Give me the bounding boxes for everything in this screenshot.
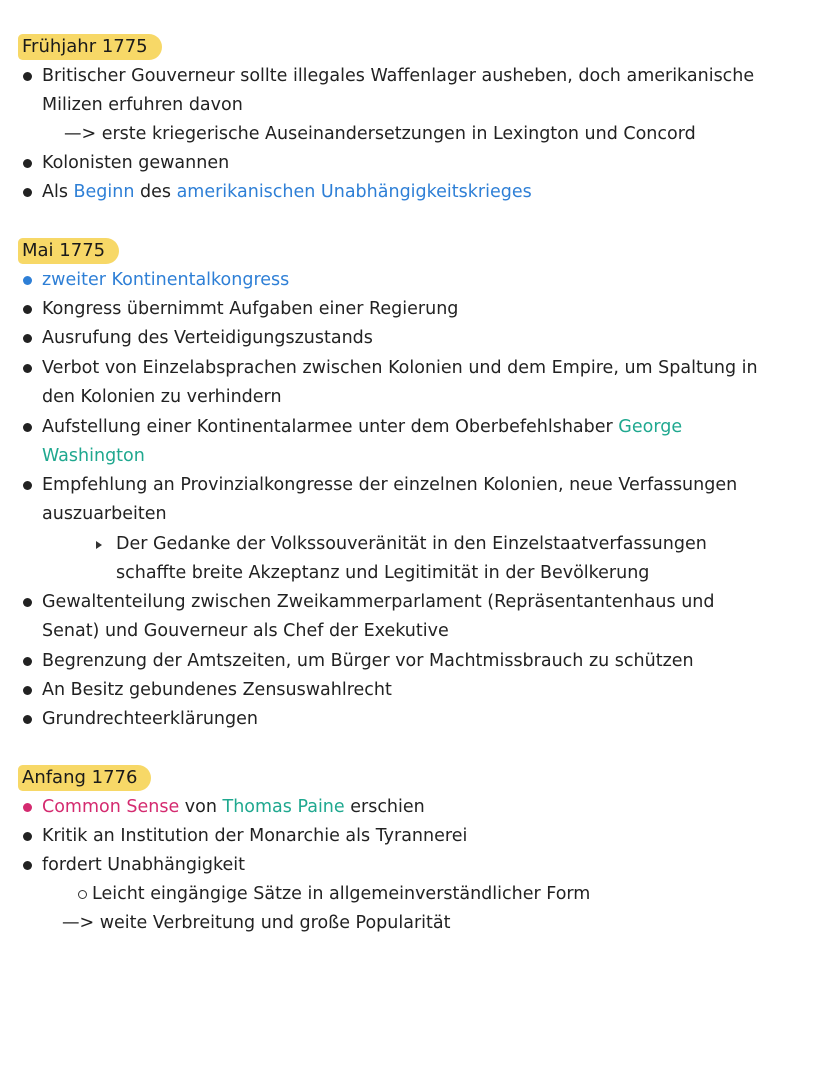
bullet-dot bbox=[23, 423, 32, 432]
bullet-dot bbox=[23, 715, 32, 724]
text-segment: Aufstellung einer Kontinentalarmee unter dem Oberbefehlshaber bbox=[42, 417, 619, 437]
bullet-text: Kongress übernimmt Aufgaben einer Regierung bbox=[42, 299, 459, 319]
section-heading: Frühjahr 1775 bbox=[18, 34, 162, 60]
bullet-dot bbox=[23, 686, 32, 695]
arrow-note: —> erste kriegerische Auseinandersetzungen in Lexington und Concord bbox=[64, 124, 696, 144]
bullet-dot bbox=[23, 72, 32, 81]
bullet-dot bbox=[23, 159, 32, 168]
bullet-text-continued: Senat) und Gouverneur als Chef der Exekutive bbox=[42, 621, 449, 641]
bullet-text bbox=[42, 178, 532, 207]
bullet-text: An Besitz gebundenes Zensuswahlrecht bbox=[42, 680, 392, 700]
triangle-bullet-icon bbox=[96, 541, 102, 549]
keyword-unabhaengigkeitskrieg: amerikanischen Unabhängigkeitskrieges bbox=[176, 182, 532, 202]
bullet-text: Kolonisten gewannen bbox=[42, 153, 230, 173]
bullet-text bbox=[42, 413, 682, 442]
bullet-dot bbox=[23, 598, 32, 607]
circle-bullet-icon bbox=[78, 890, 87, 899]
bullet-text: Kritik an Institution der Monarchie als Tyrannerei bbox=[42, 826, 468, 846]
bullet-text: Ausrufung des Verteidigungszustands bbox=[42, 328, 373, 348]
sub-bullet-text: Leicht eingängige Sätze in allgemeinverständlicher Form bbox=[92, 884, 591, 904]
sub-bullet-text-continued: schaffte breite Akzeptanz und Legitimität in der Bevölkerung bbox=[116, 563, 650, 583]
bullet-dot bbox=[23, 861, 32, 870]
section-heading: Mai 1775 bbox=[18, 238, 119, 264]
bullet-text: Empfehlung an Provinzialkongresse der einzelnen Kolonien, neue Verfassungen bbox=[42, 475, 738, 495]
sub-bullet-text: Der Gedanke der Volkssouveränität in den Einzelstaatverfassungen bbox=[116, 534, 707, 554]
title-common-sense: Common Sense bbox=[42, 797, 180, 817]
section-heading: Anfang 1776 bbox=[18, 765, 151, 791]
name-thomas-paine: Thomas Paine bbox=[222, 797, 345, 817]
bullet-text-continued: auszuarbeiten bbox=[42, 504, 167, 524]
bullet-text: zweiter Kontinentalkongress bbox=[42, 270, 290, 290]
name-washington: Washington bbox=[42, 446, 145, 466]
bullet-dot-blue bbox=[23, 276, 32, 285]
bullet-text-continued: den Kolonien zu verhindern bbox=[42, 387, 282, 407]
bullet-text: Begrenzung der Amtszeiten, um Bürger vor Machtmissbrauch zu schützen bbox=[42, 651, 694, 671]
bullet-dot-pink bbox=[23, 803, 32, 812]
bullet-dot bbox=[23, 334, 32, 343]
keyword-beginn: Beginn bbox=[73, 182, 135, 202]
name-george: George bbox=[618, 417, 683, 437]
bullet-text: Grundrechteerklärungen bbox=[42, 709, 258, 729]
bullet-dot bbox=[23, 305, 32, 314]
bullet-text: fordert Unabhängigkeit bbox=[42, 855, 245, 875]
text-segment: Als bbox=[42, 182, 74, 202]
text-segment: von bbox=[179, 797, 223, 817]
bullet-text: Britischer Gouverneur sollte illegales Waffenlager ausheben, doch amerikanische bbox=[42, 66, 755, 86]
arrow-note: —> weite Verbreitung und große Popularität bbox=[62, 913, 451, 933]
bullet-text bbox=[42, 793, 425, 822]
bullet-dot bbox=[23, 481, 32, 490]
bullet-text-continued: Milizen erfuhren davon bbox=[42, 95, 243, 115]
bullet-dot bbox=[23, 364, 32, 373]
bullet-text: Gewaltenteilung zwischen Zweikammerparlament (Repräsentantenhaus und bbox=[42, 592, 715, 612]
bullet-dot bbox=[23, 657, 32, 666]
bullet-dot bbox=[23, 832, 32, 841]
text-segment: erschien bbox=[344, 797, 425, 817]
bullet-dot bbox=[23, 188, 32, 197]
text-segment: des bbox=[134, 182, 177, 202]
bullet-text: Verbot von Einzelabsprachen zwischen Kolonien und dem Empire, um Spaltung in bbox=[42, 358, 758, 378]
